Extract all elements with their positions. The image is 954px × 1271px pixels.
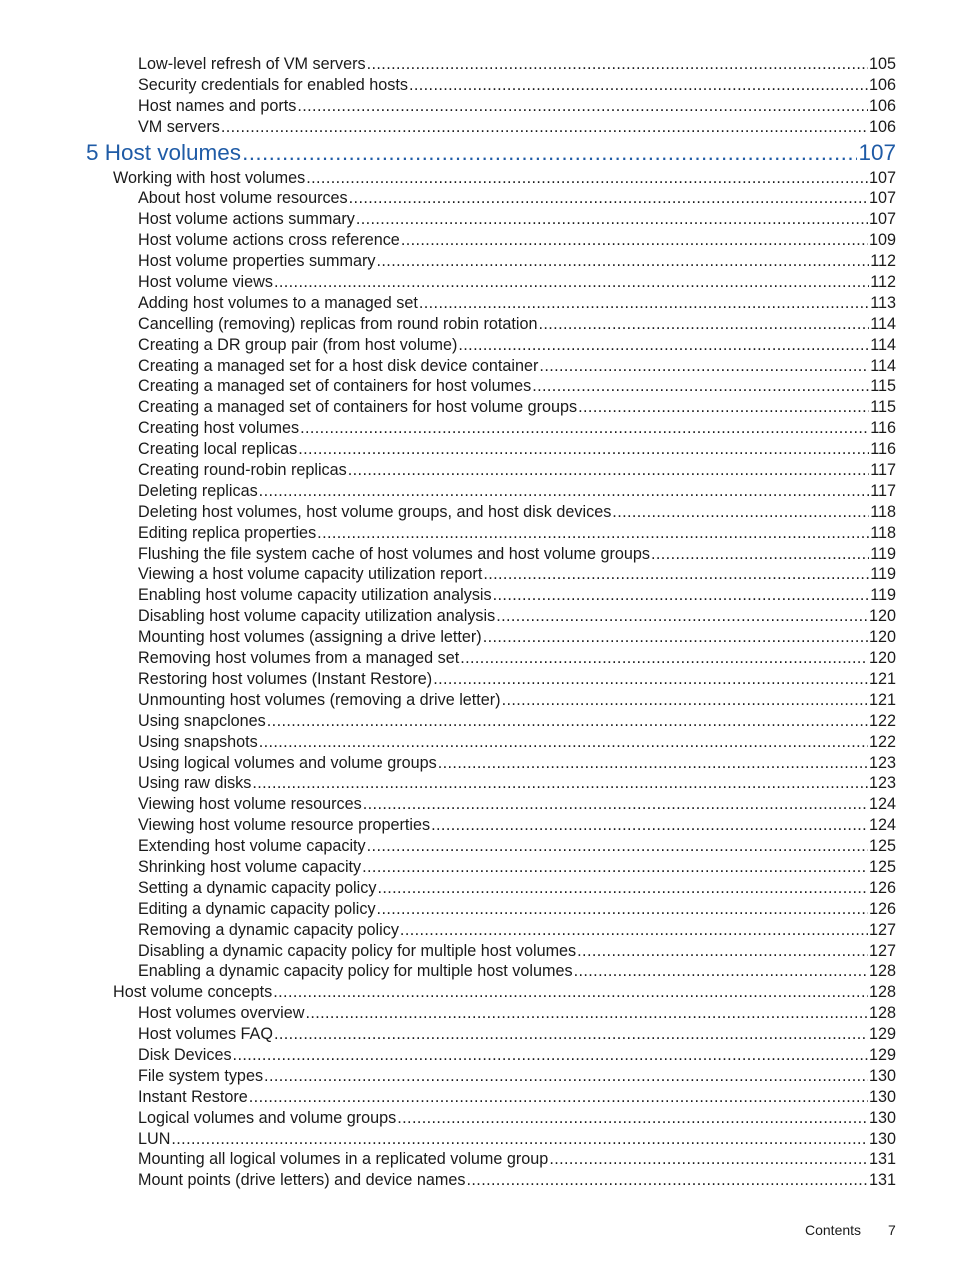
toc-entry-title: Flushing the file system cache of host volumes and host volume groups <box>138 544 650 563</box>
toc-entry-title: Removing a dynamic capacity policy <box>138 920 399 939</box>
toc-entry-title: Host volume actions cross reference <box>138 231 400 250</box>
toc-subsection-entry[interactable] <box>0 251 896 272</box>
toc-entry-title: Extending host volume capacity <box>138 837 366 856</box>
toc-entry-title: Viewing host volume resource properties <box>138 816 431 835</box>
toc-entry-title: Editing a dynamic capacity policy <box>138 899 376 918</box>
toc-subsection-entry[interactable] <box>0 648 896 669</box>
toc-entry-title: Removing host volumes from a managed set <box>138 649 460 668</box>
toc-entry-title: Mounting host volumes (assigning a drive letter) <box>138 628 482 647</box>
toc-entry-page: 112 <box>870 273 896 292</box>
toc-entry-page: 123 <box>868 774 896 793</box>
dot-leader <box>171 1129 868 1150</box>
toc-entry-title: Creating a managed set for a host disk device container <box>138 356 539 375</box>
dot-leader <box>349 188 868 209</box>
toc-subsection-entry[interactable] <box>0 272 896 293</box>
dot-leader <box>483 627 868 648</box>
dot-leader <box>612 502 869 523</box>
dot-leader <box>483 564 869 585</box>
toc-subsection-entry[interactable] <box>0 209 896 230</box>
toc-subsection-entry[interactable] <box>0 711 896 732</box>
dot-leader <box>409 75 868 96</box>
toc-entry-title: Restoring host volumes (Instant Restore) <box>138 669 433 688</box>
toc-entry-page: 116 <box>870 440 896 459</box>
toc-entry-page: 122 <box>868 711 896 730</box>
toc-entry-title: Security credentials for enabled hosts <box>138 75 408 94</box>
toc-entry-title: Adding host volumes to a managed set <box>138 293 418 312</box>
dot-leader <box>577 941 868 962</box>
toc-entry-title: Mounting all logical volumes in a replicated volume group <box>138 1150 549 1169</box>
toc-entry-page: 127 <box>868 941 896 960</box>
toc-entry-title: Host volume views <box>138 273 273 292</box>
toc-entry-title: Host volume concepts <box>113 983 273 1002</box>
toc-entry-page: 107 <box>868 168 896 187</box>
dot-leader <box>306 168 868 189</box>
dot-leader <box>377 251 870 272</box>
toc-subsection-entry[interactable] <box>0 481 896 502</box>
toc-entry-title: Using logical volumes and volume groups <box>138 753 437 772</box>
toc-entry-page: 106 <box>868 117 896 136</box>
toc-entry-title: Unmounting host volumes (removing a drive letter) <box>138 690 501 709</box>
toc-subsection-entry[interactable] <box>0 1003 896 1024</box>
toc-entry-title: Shrinking host volume capacity <box>138 857 362 876</box>
dot-leader <box>397 1108 868 1129</box>
toc-entry-page: 117 <box>870 481 896 500</box>
toc-subsection-entry[interactable] <box>0 1024 896 1045</box>
toc-subsection-entry[interactable] <box>0 502 896 523</box>
dot-leader <box>274 272 869 293</box>
dot-leader <box>233 1045 868 1066</box>
toc-subsection-entry[interactable] <box>0 1170 896 1191</box>
toc-entry-page: 115 <box>870 398 896 417</box>
toc-subsection-entry[interactable] <box>0 523 896 544</box>
toc-entry-page: 126 <box>868 899 896 918</box>
toc-entry-title: Mount points (drive letters) and device names <box>138 1171 466 1190</box>
toc-entry-title: Editing replica properties <box>138 523 317 542</box>
toc-entry-page: 119 <box>870 586 896 605</box>
dot-leader <box>433 669 868 690</box>
toc-entry-page: 124 <box>868 816 896 835</box>
toc-entry-title: Logical volumes and volume groups <box>138 1108 397 1127</box>
toc-subsection-entry[interactable] <box>0 920 896 941</box>
toc-subsection-entry[interactable] <box>0 690 896 711</box>
toc-subsection-entry[interactable] <box>0 1108 896 1129</box>
toc-entry-title: Disk Devices <box>138 1045 232 1064</box>
dot-leader <box>651 544 869 565</box>
toc-entry-page: 128 <box>868 962 896 981</box>
toc-entry-page: 130 <box>868 1108 896 1127</box>
toc-entry-title: Deleting host volumes, host volume groups, and host disk devices <box>138 502 612 521</box>
toc-subsection-entry[interactable] <box>0 439 896 460</box>
toc-entry-page: 129 <box>868 1045 896 1064</box>
toc-entry-page: 120 <box>868 607 896 626</box>
toc-entry-page: 112 <box>870 252 896 271</box>
toc-entry-page: 121 <box>868 669 896 688</box>
toc-entry-title: Host volumes overview <box>138 1004 305 1023</box>
toc-subsection-entry[interactable] <box>0 899 896 920</box>
toc-entry-title: Creating local replicas <box>138 440 298 459</box>
toc-subsection-entry[interactable] <box>0 1045 896 1066</box>
dot-leader <box>460 648 868 669</box>
toc-entry-title: Creating round-robin replicas <box>138 461 347 480</box>
toc-chapter-entry[interactable] <box>0 138 896 168</box>
toc-entry-page: 125 <box>868 857 896 876</box>
toc-entry-page: 120 <box>868 628 896 647</box>
dot-leader <box>431 815 868 836</box>
toc-subsection-entry[interactable] <box>0 815 896 836</box>
toc-subsection-entry[interactable] <box>0 857 896 878</box>
toc-entry-page: 117 <box>870 461 896 480</box>
toc-entry-page: 113 <box>870 293 896 312</box>
toc-entry-page: 130 <box>868 1087 896 1106</box>
toc-subsection-entry[interactable] <box>0 564 896 585</box>
dot-leader <box>259 481 870 502</box>
toc-subsection-entry[interactable] <box>0 732 896 753</box>
toc-entry-page: 131 <box>868 1150 896 1169</box>
toc-entry-title: Viewing a host volume capacity utilization report <box>138 565 483 584</box>
toc-entry-page: 123 <box>868 753 896 772</box>
toc-entry-title: Enabling host volume capacity utilization analysis <box>138 586 492 605</box>
toc-subsection-entry[interactable] <box>0 606 896 627</box>
toc-entry-title: About host volume resources <box>138 189 348 208</box>
toc-entry-page: 118 <box>870 502 896 521</box>
toc-entry-title: Cancelling (removing) replicas from round robin rotation <box>138 314 538 333</box>
dot-leader <box>363 794 868 815</box>
toc-subsection-entry[interactable] <box>0 753 896 774</box>
toc-entry-title: Creating a DR group pair (from host volume) <box>138 335 458 354</box>
toc-entry-title: Creating a managed set of containers for host volume groups <box>138 398 578 417</box>
toc-subsection-entry[interactable] <box>0 794 896 815</box>
toc-subsection-entry[interactable] <box>0 836 896 857</box>
toc-section-entry[interactable] <box>0 168 896 189</box>
toc-entry-page: 129 <box>868 1025 896 1044</box>
dot-leader <box>496 606 868 627</box>
toc-entry-page: 119 <box>870 544 896 563</box>
toc-entry-title: Host volumes FAQ <box>138 1025 273 1044</box>
toc-subsection-entry[interactable] <box>0 54 896 75</box>
dot-leader <box>249 1087 868 1108</box>
toc-entry-title: File system types <box>138 1066 264 1085</box>
dot-leader <box>367 54 868 75</box>
toc-subsection-entry[interactable] <box>0 544 896 565</box>
toc-entry-title: Using snapshots <box>138 732 258 751</box>
toc-subsection-entry[interactable] <box>0 376 896 397</box>
dot-leader <box>549 1149 868 1170</box>
toc-subsection-entry[interactable] <box>0 1129 896 1150</box>
dot-leader <box>348 460 869 481</box>
toc-entry-title: Enabling a dynamic capacity policy for multiple host volumes <box>138 962 573 981</box>
dot-leader <box>400 920 868 941</box>
toc-entry-page: 130 <box>868 1129 896 1148</box>
toc-subsection-entry[interactable] <box>0 773 896 794</box>
toc-entry-page: 105 <box>868 55 896 73</box>
toc-entry-page: 114 <box>870 335 896 354</box>
dot-leader <box>539 356 869 377</box>
toc-entry-page: 124 <box>868 795 896 814</box>
toc-subsection-entry[interactable] <box>0 878 896 899</box>
dot-leader <box>538 314 869 335</box>
toc-subsection-entry[interactable] <box>0 356 896 377</box>
dot-leader <box>438 753 868 774</box>
toc-entry-page: 127 <box>868 920 896 939</box>
toc-entry-title: Low-level refresh of VM servers <box>138 55 366 73</box>
toc-entry-page: 114 <box>870 314 896 333</box>
page-number: 7 <box>888 1222 896 1238</box>
toc-entry-page: 107 <box>868 189 896 208</box>
toc-subsection-entry[interactable] <box>0 96 896 117</box>
toc-entry-page: 107 <box>868 210 896 229</box>
toc-subsection-entry[interactable] <box>0 961 896 982</box>
toc-entry-page: 122 <box>868 732 896 751</box>
toc-entry-title: Host names and ports <box>138 96 297 115</box>
dot-leader <box>493 585 870 606</box>
toc-entry-page: 120 <box>868 649 896 668</box>
toc-entry-page: 125 <box>868 837 896 856</box>
toc-entry-page: 106 <box>868 96 896 115</box>
dot-leader <box>317 523 869 544</box>
toc-subsection-entry[interactable] <box>0 585 896 606</box>
dot-leader <box>297 96 868 117</box>
dot-leader <box>300 418 869 439</box>
dot-leader <box>221 117 868 138</box>
dot-leader <box>367 836 868 857</box>
toc-entry-title: Deleting replicas <box>138 481 258 500</box>
toc-subsection-entry[interactable] <box>0 627 896 648</box>
toc-subsection-entry[interactable] <box>0 418 896 439</box>
toc-subsection-entry[interactable] <box>0 188 896 209</box>
toc-entry-page: 114 <box>870 356 896 375</box>
toc-entry-title: Working with host volumes <box>113 168 306 187</box>
toc-entry-title: Using raw disks <box>138 774 252 793</box>
toc-entry-page: 119 <box>870 565 896 584</box>
toc-subsection-entry[interactable] <box>0 117 896 138</box>
toc-subsection-entry[interactable] <box>0 293 896 314</box>
dot-leader <box>267 711 868 732</box>
toc-entry-page: 131 <box>868 1171 896 1190</box>
toc-subsection-entry[interactable] <box>0 1087 896 1108</box>
toc-subsection-entry[interactable] <box>0 941 896 962</box>
footer-label: Contents <box>805 1222 862 1238</box>
toc-entry-page: 107 <box>858 139 896 165</box>
toc-entry-page: 116 <box>870 419 896 438</box>
dot-leader <box>252 773 868 794</box>
toc-entry-page: 106 <box>868 75 896 94</box>
toc-entry-page: 109 <box>868 231 896 250</box>
dot-leader <box>264 1066 868 1087</box>
toc-entry-title: Creating host volumes <box>138 419 300 438</box>
toc-entry-title: Disabling host volume capacity utilization analysis <box>138 607 496 626</box>
dot-leader <box>305 1003 868 1024</box>
dot-leader <box>578 397 869 418</box>
toc-entry-page: 118 <box>870 523 896 542</box>
dot-leader <box>532 376 869 397</box>
table-of-contents <box>0 54 954 1191</box>
toc-entry-title: Host volume actions summary <box>138 210 355 229</box>
toc-entry-title: LUN <box>138 1129 171 1148</box>
toc-subsection-entry[interactable] <box>0 1149 896 1170</box>
toc-entry-title: Using snapclones <box>138 711 266 730</box>
toc-entry-page: 128 <box>868 983 896 1002</box>
toc-entry-title: 5 Host volumes <box>86 139 242 165</box>
dot-leader <box>273 982 868 1003</box>
dot-leader <box>242 138 857 168</box>
toc-entry-title: Viewing host volume resources <box>138 795 362 814</box>
toc-entry-page: 126 <box>868 878 896 897</box>
dot-leader <box>377 899 868 920</box>
toc-subsection-entry[interactable] <box>0 397 896 418</box>
toc-entry-title: Disabling a dynamic capacity policy for multiple host volumes <box>138 941 577 960</box>
toc-entry-page: 121 <box>868 690 896 709</box>
toc-section-entry[interactable] <box>0 982 896 1003</box>
dot-leader <box>356 209 868 230</box>
toc-entry-page: 130 <box>868 1066 896 1085</box>
toc-entry-title: VM servers <box>138 117 220 136</box>
toc-entry-title: Instant Restore <box>138 1087 248 1106</box>
toc-subsection-entry[interactable] <box>0 1066 896 1087</box>
dot-leader <box>419 293 869 314</box>
dot-leader <box>362 857 868 878</box>
toc-entry-title: Host volume properties summary <box>138 252 376 271</box>
dot-leader <box>401 230 868 251</box>
dot-leader <box>458 335 869 356</box>
dot-leader <box>467 1170 868 1191</box>
toc-subsection-entry[interactable] <box>0 335 896 356</box>
toc-entry-title: Creating a managed set of containers for host volumes <box>138 377 532 396</box>
dot-leader <box>502 690 868 711</box>
dot-leader <box>377 878 868 899</box>
toc-subsection-entry[interactable] <box>0 669 896 690</box>
dot-leader <box>259 732 868 753</box>
toc-subsection-entry[interactable] <box>0 230 896 251</box>
dot-leader <box>298 439 869 460</box>
toc-subsection-entry[interactable] <box>0 75 896 96</box>
toc-entry-title: Setting a dynamic capacity policy <box>138 878 377 897</box>
toc-subsection-entry[interactable] <box>0 314 896 335</box>
dot-leader <box>274 1024 868 1045</box>
toc-entry-page: 128 <box>868 1004 896 1023</box>
dot-leader <box>574 961 868 982</box>
toc-subsection-entry[interactable] <box>0 460 896 481</box>
toc-entry-page: 115 <box>870 377 896 396</box>
